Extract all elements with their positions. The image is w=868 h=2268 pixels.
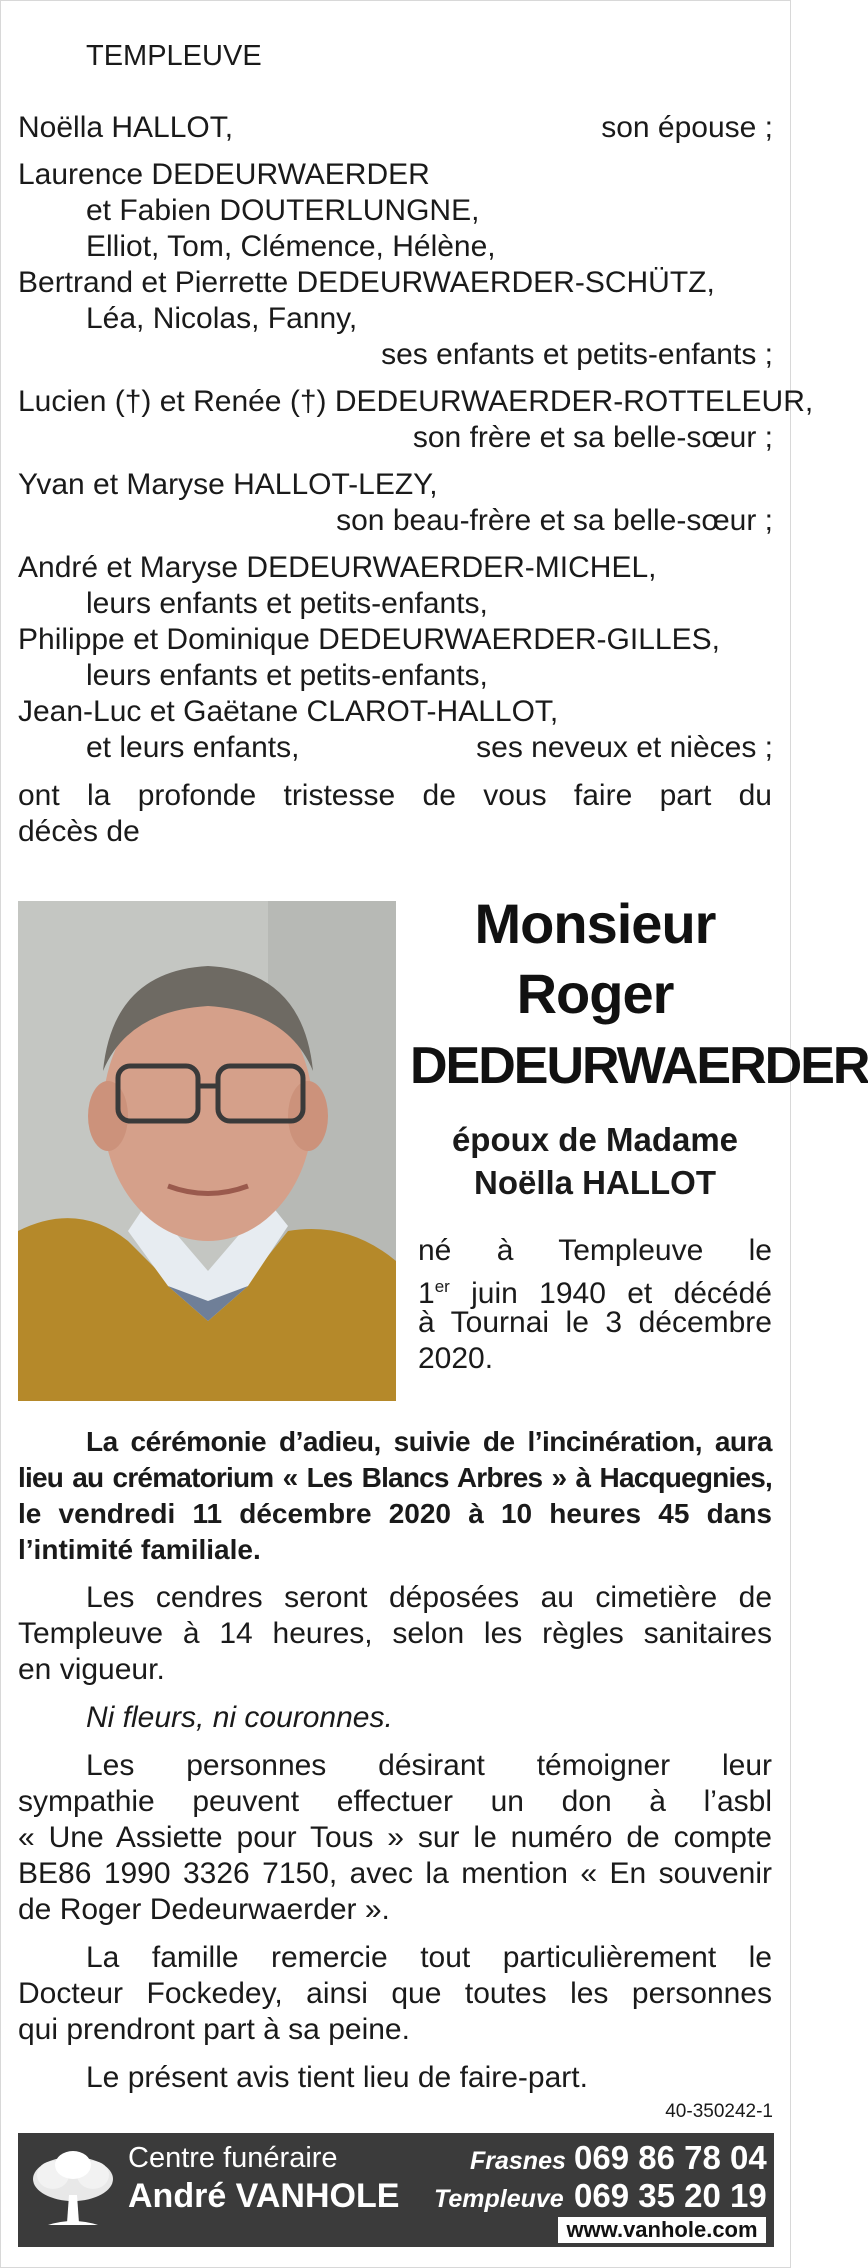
family-relation: son beau-frère et sa belle-sœur ;	[336, 504, 773, 537]
ceremony-text: lieu au crématorium « Les Blancs Arbres » à Hacquegnies,	[18, 1462, 772, 1493]
deceased-firstname: Roger	[516, 962, 674, 1025]
ashes-text: en vigueur.	[18, 1653, 165, 1686]
announcement-line: décès de	[18, 815, 140, 848]
reference-number: 40-350242-1	[665, 2101, 773, 2122]
portrait-photo	[18, 901, 396, 1401]
family-line: Elliot, Tom, Clémence, Hélène,	[86, 230, 496, 263]
birth-line: né à Templeuve le	[418, 1234, 772, 1267]
family-relation: ses enfants et petits-enfants ;	[381, 338, 773, 371]
birth-day: 1	[418, 1277, 435, 1310]
ceremony-text: La cérémonie d’adieu, suivie de l’incinération, aura	[86, 1426, 772, 1457]
family-line: leurs enfants et petits-enfants,	[86, 659, 488, 692]
birth-date-rest: juin 1940 et décédé	[449, 1277, 772, 1310]
website-link[interactable]: www.vanhole.com	[566, 2217, 758, 2242]
website-box	[558, 2217, 766, 2243]
family-line: Lucien (†) et Renée (†) DEDEURWAERDER-ROTTELEUR,	[18, 385, 814, 418]
family-line: André et Maryse DEDEURWAERDER-MICHEL,	[18, 551, 657, 584]
family-line: Philippe et Dominique DEDEURWAERDER-GILLES,	[18, 623, 720, 656]
family-relation: ses neveux et nièces ;	[476, 731, 773, 764]
funeral-home-label: Centre funéraire	[128, 2142, 338, 2174]
family-line: Noëlla HALLOT,	[18, 111, 234, 144]
spouse-line: époux de Madame	[451, 1121, 739, 1158]
donation-text: « Une Assiette pour Tous » sur le numéro de compte	[18, 1821, 772, 1854]
phone-templeuve: 069 35 20 19	[574, 2177, 767, 2214]
death-line: à Tournai le 3 décembre	[418, 1306, 772, 1339]
family-line: leurs enfants et petits-enfants,	[86, 587, 488, 620]
phone-frasnes: 069 86 78 04	[574, 2139, 767, 2176]
birth-day-suffix: er	[434, 1277, 450, 1296]
ashes-text: Les cendres seront déposées au cimetière de	[86, 1581, 772, 1614]
ceremony-text: le vendredi 11 décembre 2020 à 10 heures 45 dans	[18, 1498, 772, 1529]
thanks-text: La famille remercie tout particulièrement le	[86, 1941, 772, 1974]
donation-text: sympathie peuvent effectuer un don à l’asbl	[18, 1785, 772, 1818]
ceremony-text: l’intimité familiale.	[18, 1534, 261, 1565]
spouse-name: Noëlla HALLOT	[473, 1164, 716, 1201]
ashes-text: Templeuve à 14 heures, selon les règles sanitaires	[18, 1617, 772, 1650]
death-year: 2020.	[418, 1342, 494, 1375]
deceased-title: Monsieur	[474, 892, 716, 955]
family-line: Laurence DEDEURWAERDER	[18, 158, 430, 191]
city-frasnes: Frasnes	[470, 2147, 566, 2175]
no-flowers-text: Ni fleurs, ni couronnes.	[86, 1701, 393, 1734]
notice-text: Le présent avis tient lieu de faire-part.	[86, 2061, 588, 2094]
family-relation: son épouse ;	[601, 111, 773, 144]
family-line: et leurs enfants,	[86, 731, 300, 764]
family-line: Yvan et Maryse HALLOT-LEZY,	[18, 468, 438, 501]
funeral-home-banner	[18, 2133, 774, 2247]
donation-text: Les personnes désirant témoigner leur	[86, 1749, 772, 1782]
family-line: Léa, Nicolas, Fanny,	[86, 302, 358, 335]
family-relation: son frère et sa belle-sœur ;	[412, 421, 773, 454]
thanks-text: Docteur Fockedey, ainsi que toutes les personnes	[18, 1977, 772, 2010]
funeral-home-name: André VANHOLE	[128, 2177, 400, 2215]
family-line: et Fabien DOUTERLUNGNE,	[86, 194, 480, 227]
donation-text: de Roger Dedeurwaerder ».	[18, 1893, 390, 1926]
thanks-text: qui prendront part à sa peine.	[18, 2013, 410, 2046]
deceased-surname: DEDEURWAERDER	[410, 1037, 868, 1095]
tree-logo-icon	[28, 2145, 118, 2235]
city-templeuve: Templeuve	[434, 2185, 564, 2213]
donation-text: BE86 1990 3326 7150, avec la mention « En souvenir	[18, 1857, 772, 1890]
family-line: Jean-Luc et Gaëtane CLAROT-HALLOT,	[18, 695, 559, 728]
town-header: TEMPLEUVE	[86, 40, 262, 72]
announcement-line: ont la profonde tristesse de vous faire part du	[18, 779, 772, 812]
family-line: Bertrand et Pierrette DEDEURWAERDER-SCHÜTZ,	[18, 266, 715, 299]
